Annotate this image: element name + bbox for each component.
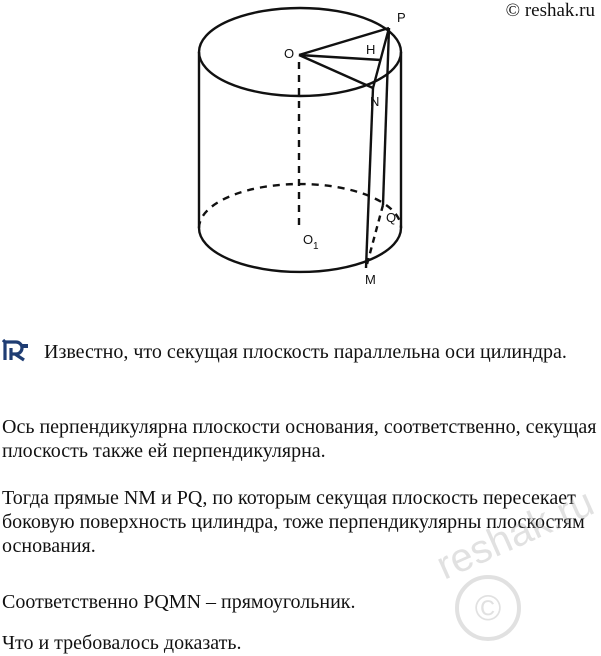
watermark-copyright-icon: © (455, 575, 521, 641)
segment-NM (366, 88, 373, 268)
label-N: N (370, 94, 380, 109)
copyright-notice: © reshak.ru (505, 0, 595, 21)
label-P: P (397, 10, 406, 25)
paragraph-1-text: Известно, что секущая плоскость параллельна оси цилиндра. (44, 341, 567, 363)
label-H: H (366, 42, 376, 57)
paragraph-4: Соответственно PQMN – прямоугольник. (2, 591, 356, 613)
reshak-logo-icon (2, 338, 32, 362)
label-M: M (365, 272, 376, 287)
cylinder-figure (0, 0, 601, 300)
label-O: O (284, 46, 295, 61)
label-O1: O (303, 232, 314, 247)
paragraph-5: Что и требовалось доказать. (2, 632, 242, 654)
segment-OP (299, 28, 389, 55)
paragraph-1 (2, 338, 601, 364)
watermark-text: reshak.ru (430, 480, 601, 589)
paragraph-3: Тогда прямые NM и PQ, по которым секущая плоскость пересекает боковую поверхность цилиндра, тоже перпендикулярны плоскостям основания. (2, 487, 585, 557)
label-O1-subscript: 1 (313, 241, 319, 252)
label-Q: Q (386, 210, 397, 225)
segment-PQ (383, 28, 389, 205)
paragraph-2: Ось перпендикулярна плоскости основания, соответственно, секущая плоскость также ей перпендикулярна. (2, 416, 597, 462)
